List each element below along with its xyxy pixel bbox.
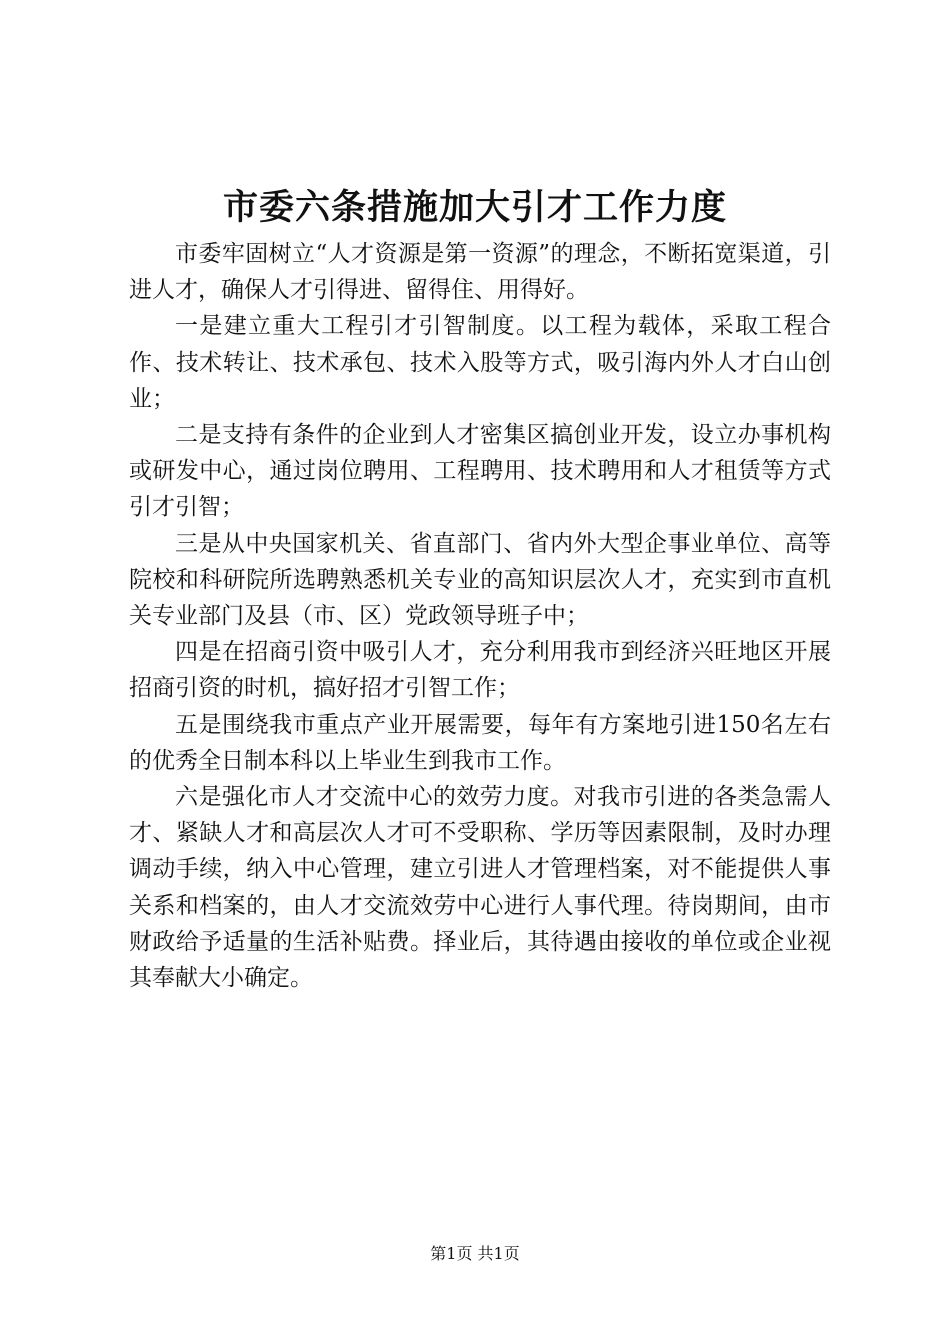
measure-paragraph-3: 三是从中央国家机关、省直部门、省内外大型企事业单位、高等院校和科研院所选聘熟悉机关专业的高知识层次人才，充实到市直机关专业部门及县（市、区）党政领导班子中； [129,530,831,630]
document-body [129,236,831,996]
measure-paragraph-4: 四是在招商引资中吸引人才，充分利用我市到经济兴旺地区开展招商引资的时机，搞好招才引智工作； [129,639,831,702]
document-title: 市委六条措施加大引才工作力度 [222,187,727,228]
intro-paragraph: 市委牢固树立“人才资源是第一资源”的理念，不断拓宽渠道，引进人才，确保人才引得进、留得住、用得好。 [129,241,831,304]
page-number-footer: 第1页 共1页 [430,1244,520,1263]
measure-paragraph-6: 六是强化市人才交流中心的效劳力度。对我市引进的各类急需人才、紧缺人才和高层次人才可不受职称、学历等因素限制，及时办理调动手续，纳入中心管理，建立引进人才管理档案，对不能提供人事关系和档案的，由人才交流效劳中心进行人事代理。待岗期间，由市财政给予适量的生活补贴费。择业后，其待遇由接收的单位或企业视其奉献大小确定。 [129,784,831,992]
measure-paragraph-2: 二是支持有条件的企业到人才密集区搞创业开发，设立办事机构或研发中心，通过岗位聘用、工程聘用、技术聘用和人才租赁等方式引才引智； [129,422,831,521]
measure-paragraph-1: 一是建立重大工程引才引智制度。以工程为载体，采取工程合作、技术转让、技术承包、技术入股等方式，吸引海内外人才白山创业； [129,313,831,412]
measure-paragraph-5: 五是围绕我市重点产业开展需要，每年有方案地引进150名左右的优秀全日制本科以上毕业生到我市工作。 [129,711,831,774]
